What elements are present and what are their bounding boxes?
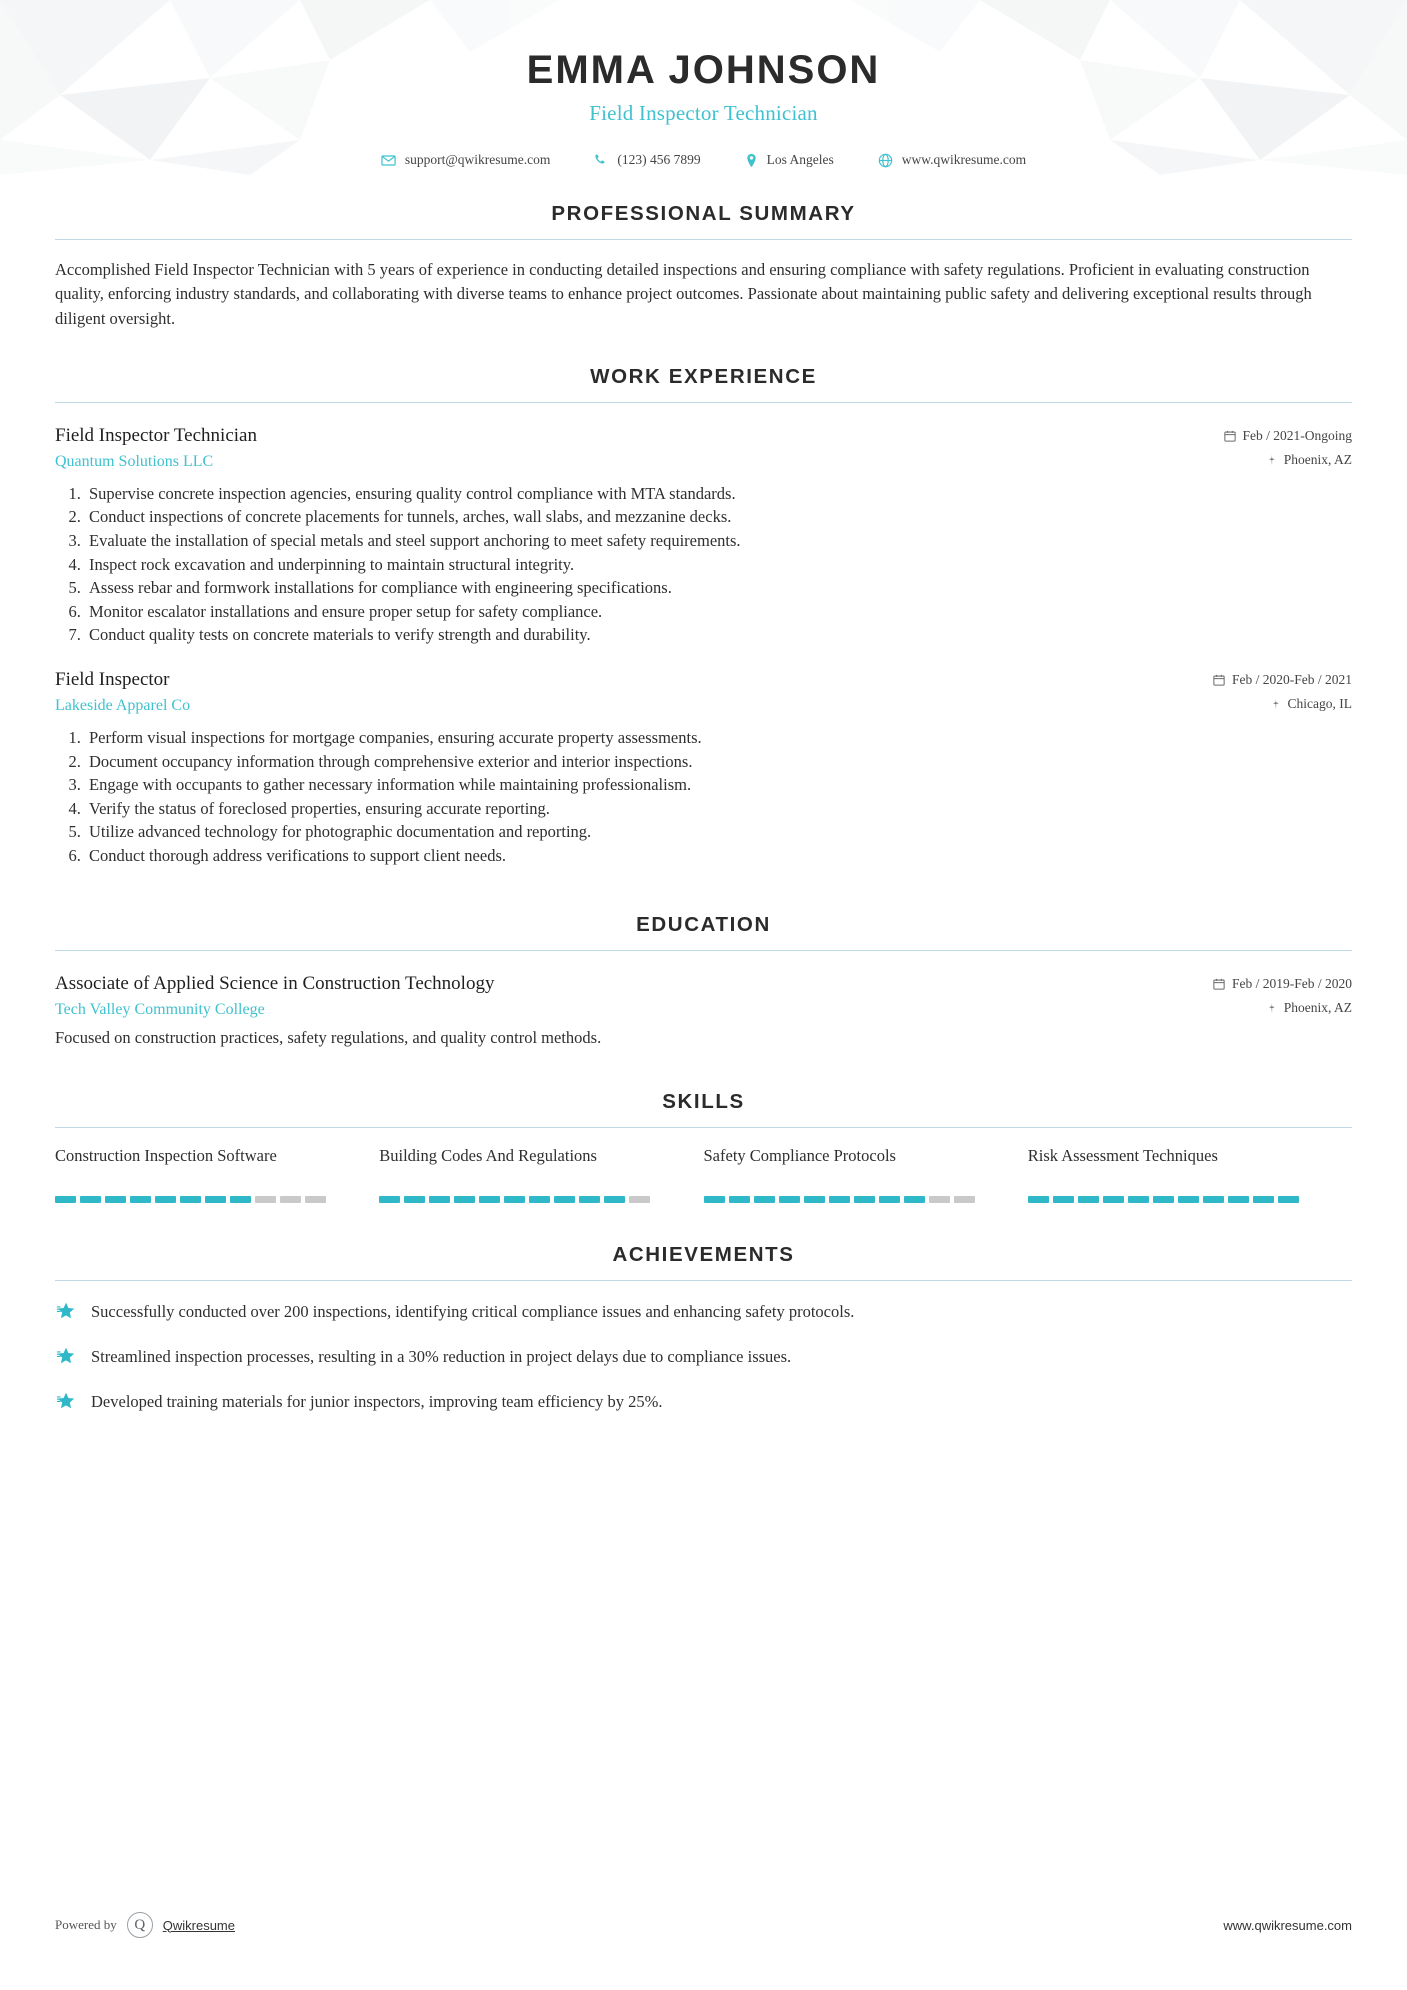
- skill-name: Construction Inspection Software: [55, 1146, 277, 1166]
- experience-entry: [55, 669, 1352, 868]
- map-marker-icon: [1266, 454, 1277, 466]
- contact-location-text: Los Angeles: [766, 152, 834, 167]
- map-marker-icon: [1270, 698, 1281, 710]
- skill-bar-segment: [479, 1196, 500, 1203]
- skill-bar-segment: [704, 1196, 725, 1203]
- skill-bar-segment: [779, 1196, 800, 1203]
- experience-role: Field Inspector: [55, 668, 170, 690]
- duty-item: 4. Inspect rock excavation and underpinning to maintain structural integrity.: [85, 553, 1352, 577]
- page-footer: [55, 1912, 1352, 1938]
- skill-bar-segment: [105, 1196, 126, 1203]
- achievement-item: [55, 1345, 1352, 1371]
- achievement-text: Streamlined inspection processes, resulting in a 30% reduction in project delays due to compliance issues.: [91, 1347, 792, 1367]
- section-title-education: EDUCATION: [636, 913, 771, 937]
- powered-by-label: Powered by: [55, 1917, 117, 1932]
- contact-website-text: www.qwikresume.com: [901, 152, 1027, 167]
- skill-bar-segment: [629, 1196, 650, 1203]
- section-title-experience: WORK EXPERIENCE: [590, 364, 817, 388]
- skill-bar-segment: [504, 1196, 525, 1203]
- duty-item: 5. Assess rebar and formwork installations for compliance with engineering specifications.: [85, 576, 1352, 600]
- contact-website[interactable]: [856, 152, 1048, 168]
- skill-bar-segment: [255, 1196, 276, 1203]
- skill-level-bars: [379, 1196, 675, 1203]
- skill-bar-segment: [604, 1196, 625, 1203]
- skill-bar-segment: [854, 1196, 875, 1203]
- education-location-text: Phoenix, AZ: [1283, 1000, 1352, 1016]
- experience-role: Field Inspector Technician: [55, 424, 257, 446]
- experience-location-text: Chicago, IL: [1287, 695, 1352, 711]
- skill-bar-segment: [1203, 1196, 1224, 1203]
- experience-company: Quantum Solutions LLC: [55, 452, 214, 470]
- experience-duties-list: [55, 482, 1352, 647]
- skill-bar-segment: [155, 1196, 176, 1203]
- skill-bar-segment: [1078, 1196, 1099, 1203]
- skill-bar-segment: [1228, 1196, 1249, 1203]
- skill-bar-segment: [1053, 1196, 1074, 1203]
- calendar-icon: [1213, 978, 1225, 990]
- contact-email[interactable]: [359, 152, 573, 168]
- skill-bar-segment: [205, 1196, 226, 1203]
- contact-email-text: support@qwikresume.com: [404, 152, 551, 167]
- skill-bar-segment: [230, 1196, 251, 1203]
- experience-location: [1162, 696, 1352, 712]
- calendar-icon: [1224, 430, 1236, 442]
- star-icon: [55, 1301, 77, 1326]
- skill-bar-segment: [1128, 1196, 1149, 1203]
- qwikresume-logo-icon: Q: [127, 1912, 153, 1938]
- skill-bar-segment: [554, 1196, 575, 1203]
- skill-bar-segment: [130, 1196, 151, 1203]
- skill-bar-segment: [529, 1196, 550, 1203]
- divider: [55, 950, 1352, 951]
- section-title-summary: PROFESSIONAL SUMMARY: [551, 202, 856, 225]
- achievement-item: [55, 1390, 1352, 1416]
- skill-bar-segment: [579, 1196, 600, 1203]
- duty-item: 7. Conduct quality tests on concrete materials to verify strength and durability.: [85, 623, 1352, 647]
- achievement-text: Successfully conducted over 200 inspections, identifying critical compliance issues and enhancing safety protocols.: [91, 1302, 855, 1322]
- skill-level-bars: [55, 1196, 351, 1203]
- duty-item: 2. Conduct inspections of concrete placements for tunnels, arches, wall slabs, and mezzanine decks.: [85, 505, 1352, 529]
- skill-bar-segment: [804, 1196, 825, 1203]
- skill-item: [55, 1145, 379, 1203]
- star-icon: [55, 1391, 77, 1416]
- contact-phone-text: (123) 456 7899: [617, 152, 701, 167]
- experience-company: Lakeside Apparel Co: [55, 696, 191, 714]
- map-marker-icon: [1266, 1002, 1277, 1014]
- skill-bar-segment: [929, 1196, 950, 1203]
- contact-bar: [55, 152, 1352, 168]
- divider: [55, 1280, 1352, 1281]
- contact-phone[interactable]: [572, 152, 722, 168]
- skill-bar-segment: [280, 1196, 301, 1203]
- divider: [55, 1127, 1352, 1128]
- globe-icon: [878, 153, 893, 168]
- skill-bar-segment: [904, 1196, 925, 1203]
- skill-bar-segment: [754, 1196, 775, 1203]
- skill-bar-segment: [180, 1196, 201, 1203]
- phone-icon: [594, 153, 608, 167]
- skill-bar-segment: [1253, 1196, 1274, 1203]
- skill-bar-segment: [1028, 1196, 1049, 1203]
- duty-item: 2. Document occupancy information through comprehensive exterior and interior inspections.: [85, 750, 1352, 774]
- skill-bar-segment: [954, 1196, 975, 1203]
- skill-bar-segment: [879, 1196, 900, 1203]
- footer-website[interactable]: www.qwikresume.com: [1223, 1917, 1352, 1933]
- skill-bar-segment: [429, 1196, 450, 1203]
- skill-bar-segment: [829, 1196, 850, 1203]
- experience-location-text: Phoenix, AZ: [1283, 451, 1352, 467]
- section-title-achievements: ACHIEVEMENTS: [612, 1243, 795, 1267]
- qwikresume-link[interactable]: Qwikresume: [162, 1917, 235, 1933]
- summary-text: Accomplished Field Inspector Technician with 5 years of experience in conducting detailed inspections and ensuring compliance with safety regulations. Proficient in evaluating construction quality, enforcing industry standards, and collaborating with diverse teams to enhance project outcomes. Passionate about maintaining public safety and delivering exceptional results through diligent oversight.: [55, 260, 1312, 328]
- contact-location[interactable]: [723, 152, 856, 168]
- education-degree: Associate of Applied Science in Construction Technology: [55, 973, 495, 995]
- experience-location: [1162, 452, 1352, 468]
- experience-dates: [1162, 672, 1352, 688]
- achievement-item: [55, 1300, 1352, 1326]
- duty-item: 6. Conduct thorough address verifications to support client needs.: [85, 844, 1352, 868]
- experience-dates-text: Feb / 2021-Ongoing: [1242, 427, 1352, 443]
- divider: [55, 402, 1352, 403]
- skill-item: [1028, 1145, 1352, 1203]
- star-icon: [55, 1346, 77, 1371]
- duty-item: 3. Engage with occupants to gather necessary information while maintaining professionalism.: [85, 773, 1352, 797]
- duty-item: 1. Supervise concrete inspection agencies, ensuring quality control compliance with MTA standards.: [85, 482, 1352, 506]
- achievement-text: Developed training materials for junior inspectors, improving team efficiency by 25%.: [91, 1392, 663, 1412]
- duty-item: 6. Monitor escalator installations and ensure proper setup for safety compliance.: [85, 600, 1352, 624]
- skill-level-bars: [704, 1196, 1000, 1203]
- skill-bar-segment: [454, 1196, 475, 1203]
- duty-item: 1. Perform visual inspections for mortgage companies, ensuring accurate property assessments.: [85, 726, 1352, 750]
- education-dates: [1162, 976, 1352, 992]
- education-school: Tech Valley Community College: [55, 1001, 265, 1019]
- skill-bar-segment: [305, 1196, 326, 1203]
- divider: [55, 239, 1352, 240]
- skill-bar-segment: [1153, 1196, 1174, 1203]
- experience-entry: [55, 425, 1352, 647]
- skill-item: [704, 1145, 1028, 1203]
- skill-bar-segment: [1178, 1196, 1199, 1203]
- candidate-job-title: Field Inspector Technician: [589, 101, 818, 125]
- education-entry: [55, 973, 1352, 1048]
- skill-bar-segment: [404, 1196, 425, 1203]
- duty-item: 5. Utilize advanced technology for photographic documentation and reporting.: [85, 820, 1352, 844]
- skill-name: Building Codes And Regulations: [379, 1146, 597, 1166]
- education-description: Focused on construction practices, safety regulations, and quality control methods.: [55, 1028, 602, 1048]
- skills-grid: [55, 1145, 1352, 1203]
- education-location: [1162, 1000, 1352, 1016]
- duty-item: 3. Evaluate the installation of special metals and steel support anchoring to meet safety requirements.: [85, 529, 1352, 553]
- experience-dates: [1162, 428, 1352, 444]
- skill-bar-segment: [1278, 1196, 1299, 1203]
- footer-brand[interactable]: [55, 1912, 235, 1938]
- skill-bar-segment: [1103, 1196, 1124, 1203]
- skill-bar-segment: [55, 1196, 76, 1203]
- skill-level-bars: [1028, 1196, 1324, 1203]
- experience-duties-list: [55, 726, 1352, 868]
- envelope-icon: [381, 153, 396, 168]
- calendar-icon: [1213, 674, 1225, 686]
- skill-name: Risk Assessment Techniques: [1027, 1146, 1218, 1166]
- skill-bar-segment: [379, 1196, 400, 1203]
- skill-item: [379, 1145, 703, 1203]
- education-dates-text: Feb / 2019-Feb / 2020: [1232, 976, 1352, 992]
- candidate-name: EMMA JOHNSON: [526, 48, 881, 92]
- skill-bar-segment: [729, 1196, 750, 1203]
- experience-dates-text: Feb / 2020-Feb / 2021: [1232, 671, 1352, 687]
- duty-item: 4. Verify the status of foreclosed properties, ensuring accurate reporting.: [85, 797, 1352, 821]
- skill-name: Safety Compliance Protocols: [703, 1146, 896, 1166]
- section-title-skills: SKILLS: [662, 1090, 745, 1114]
- location-pin-icon: [745, 153, 758, 168]
- skill-bar-segment: [80, 1196, 101, 1203]
